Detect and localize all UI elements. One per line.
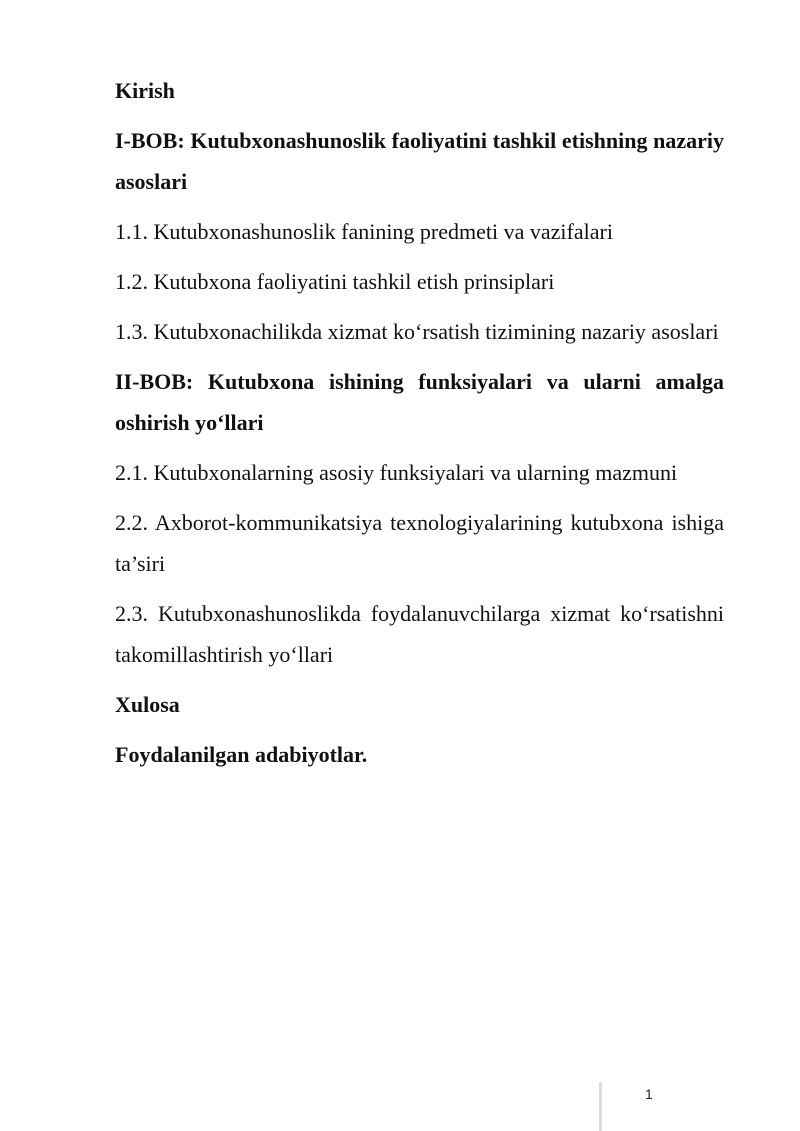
toc-section-1-1: 1.1. Kutubxonashunoslik fanining predmeti va vazifalari bbox=[115, 219, 613, 244]
page-footer bbox=[599, 1082, 659, 1131]
toc-introduction: Kirish bbox=[115, 78, 175, 103]
toc-section-2-2: 2.2. Axborot-kommunikatsiya texnologiyalarining kutubxona ishiga ta’siri bbox=[115, 510, 724, 576]
footer-divider bbox=[599, 1082, 602, 1131]
toc-references: Foydalanilgan adabiyotlar. bbox=[115, 742, 368, 767]
toc-section-1-2: 1.2. Kutubxona faoliyatini tashkil etish prinsiplari bbox=[115, 269, 555, 294]
page-number: 1 bbox=[645, 1086, 653, 1102]
toc-section-2-1: 2.1. Kutubxonalarning asosiy funksiyalari va ularning mazmuni bbox=[115, 460, 678, 485]
toc-conclusion: Xulosa bbox=[115, 692, 180, 717]
toc-section-2-3: 2.3. Kutubxonashunoslikda foydalanuvchilarga xizmat ko‘rsatishni takomillashtirish yo‘llari bbox=[115, 601, 724, 667]
toc-chapter-1-heading: I-BOB: Kutubxonashunoslik faoliyatini tashkil etishning nazariy asoslari bbox=[115, 128, 724, 194]
toc-section-1-3: 1.3. Kutubxonachilikda xizmat ko‘rsatish tizimining nazariy asoslari bbox=[115, 319, 719, 344]
toc-chapter-2-heading: II-BOB: Kutubxona ishining funksiyalari va ularni amalga oshirish yo‘llari bbox=[115, 369, 724, 435]
document-page bbox=[115, 70, 724, 784]
